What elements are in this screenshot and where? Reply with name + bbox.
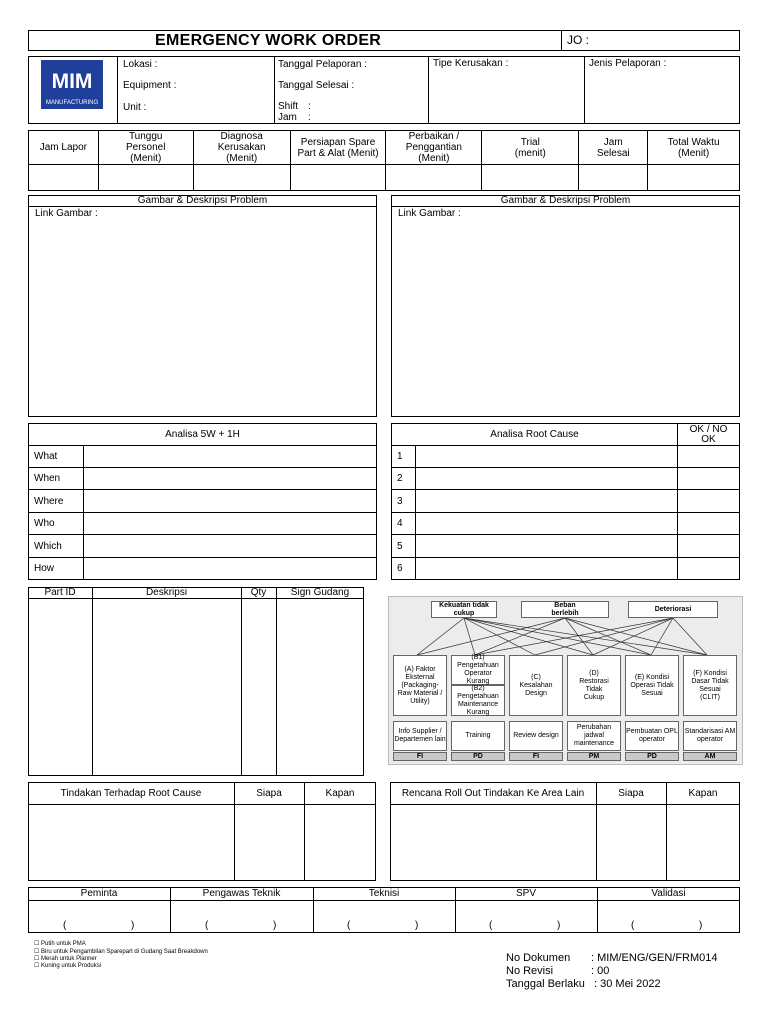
sign-col-spv: SPV [515, 888, 536, 899]
sign-paren-open: ( [631, 920, 635, 931]
time-value-cell[interactable] [29, 165, 99, 191]
time-col-jam-lapor: Jam Lapor [29, 131, 99, 165]
sign-paren-open: ( [205, 920, 209, 931]
gambar-title-right: Gambar & Deskripsi Problem [500, 195, 631, 206]
tanggal-pelaporan-label: Tanggal Pelaporan : [278, 59, 367, 70]
analisa-row-label: Who [29, 513, 84, 535]
diagram-code-5: PD [625, 752, 679, 761]
tindakan-kapan: Kapan [325, 787, 355, 799]
diagram-box-f-text: (F) Kondisi Dasar Tidak Sesuai (CLIT) [691, 669, 729, 701]
diagram-action-1-text: Info Supplier / Departemen lain [394, 728, 446, 743]
ok-value[interactable] [678, 446, 740, 468]
no-revisi-label: No Revisi [506, 965, 554, 977]
logo-subtext: MANUFACTURING [45, 99, 99, 106]
parts-col-part-id: Part ID [44, 587, 76, 598]
tanggal-berlaku-value: : 30 Mei 2022 [594, 978, 661, 990]
link-gambar-right[interactable]: Link Gambar : [398, 208, 461, 219]
root-cause-number: 4 [392, 513, 416, 535]
root-cause-title: Analisa Root Cause [392, 424, 678, 446]
root-cause-table [391, 423, 740, 580]
unit-label: Unit : [123, 102, 147, 113]
time-col-persiapan: Persiapan Spare Part & Alat (Menit) [290, 131, 386, 165]
time-col-jam-selesai: Jam Selesai [579, 131, 648, 165]
analisa-row-value[interactable] [84, 446, 377, 468]
rencana-title: Rencana Roll Out Tindakan Ke Area Lain [401, 787, 585, 799]
sign-col-pengawas: Pengawas Teknik [202, 888, 281, 899]
root-cause-value[interactable] [416, 446, 678, 468]
tindakan-siapa: Siapa [256, 787, 282, 799]
root-cause-value[interactable] [416, 468, 678, 490]
sign-paren-close: ) [273, 920, 277, 931]
jo-label: JO : [567, 33, 590, 47]
shift-colon: : [308, 101, 311, 112]
tindakan-title: Tindakan Terhadap Root Cause [60, 787, 202, 799]
diagram-box-b1-text: (B1) Pengetahuan Operator Kurang [457, 654, 499, 685]
analisa-row-value[interactable] [84, 490, 377, 513]
parts-col-deskripsi: Deskripsi [145, 587, 188, 598]
jenis-pelaporan-label: Jenis Pelaporan : [589, 58, 667, 69]
gambar-panel-right [391, 195, 740, 417]
link-gambar-left[interactable]: Link Gambar : [35, 208, 98, 219]
diagram-box-b2-text: (B2) Pengetahuan Maintenance Kurang [457, 684, 499, 716]
root-cause-diagram [388, 596, 743, 765]
diagram-top-kekuatan-text: Kekuatan tidak cukup [439, 601, 489, 617]
footer-notes [34, 941, 294, 977]
root-cause-number: 2 [392, 468, 416, 490]
time-value-cell[interactable] [482, 165, 579, 191]
analisa-5w-title: Analisa 5W + 1H [29, 424, 377, 446]
time-col-total: Total Waktu (Menit) [648, 131, 740, 165]
rencana-siapa: Siapa [618, 787, 644, 799]
form-title: EMERGENCY WORK ORDER [155, 32, 382, 49]
time-col-perbaikan: Perbaikan / Penggantian (Menit) [386, 131, 482, 165]
analisa-row-value[interactable] [84, 513, 377, 535]
time-value-cell[interactable] [98, 165, 193, 191]
diagram-code-1: FI [393, 752, 447, 761]
root-cause-number: 5 [392, 535, 416, 558]
ok-value[interactable] [678, 468, 740, 490]
gambar-title-left: Gambar & Deskripsi Problem [137, 195, 268, 206]
diagram-top-deteriorasi-text: Deteriorasi [654, 605, 692, 613]
company-logo [41, 60, 103, 109]
footer-note-2: ☐ Biru untuk Pengambilan Sparepart di Gudang Saat Breakdown [34, 949, 208, 955]
ok-value[interactable] [678, 558, 740, 580]
sign-col-peminta: Peminta [80, 888, 118, 899]
diagram-code-4: PM [567, 752, 621, 761]
diagram-action-6-text: Standarisasi AM operator [684, 728, 736, 743]
tanggal-selesai-label: Tanggal Selesai : [278, 80, 355, 91]
analisa-5w-table [28, 423, 377, 580]
time-col-tunggu: Tunggu Personel (Menit) [98, 131, 193, 165]
diagram-box-c-text: (C) Kesalahan Design [519, 673, 553, 697]
ok-value[interactable] [678, 535, 740, 558]
diagram-code-2: PD [451, 752, 505, 761]
root-cause-value[interactable] [416, 535, 678, 558]
parts-col-qty: Qty [250, 587, 267, 598]
diagram-code-3: FI [509, 752, 563, 761]
root-cause-number: 6 [392, 558, 416, 580]
time-table [28, 130, 740, 191]
time-value-cell[interactable] [386, 165, 482, 191]
analisa-row-label: Which [29, 535, 84, 558]
diagram-box-d-text: (D) Restorasi Tidak Cukup [579, 669, 609, 701]
ok-value[interactable] [678, 513, 740, 535]
time-value-cell[interactable] [579, 165, 648, 191]
analisa-row-label: When [29, 468, 84, 490]
sign-paren-open: ( [347, 920, 351, 931]
time-value-cell[interactable] [648, 165, 740, 191]
diagram-code-6: AM [683, 752, 737, 761]
analisa-row-label: How [29, 558, 84, 580]
sign-paren-open: ( [63, 920, 67, 931]
time-col-diagnosa: Diagnosa Kerusakan (Menit) [193, 131, 290, 165]
parts-col-sign-gudang: Sign Gudang [290, 587, 350, 598]
equipment-label: Equipment : [123, 80, 177, 91]
jam-colon: : [308, 112, 311, 123]
diagram-top-beban-text: Beban berlebih [551, 601, 579, 617]
sign-col-validasi: Validasi [651, 888, 686, 899]
tipe-kerusakan-label: Tipe Kerusakan : [433, 58, 509, 69]
diagram-box-e-text: (E) Kondisi Operasi Tidak Sesuai [630, 673, 674, 697]
no-revisi-value: : 00 [591, 965, 610, 977]
diagram-action-4-text: Perubahan jadwal maintenance [573, 724, 615, 747]
footer-note-4: ☐ Kuning untuk Produksi [34, 963, 102, 969]
analisa-row-label: What [29, 446, 84, 468]
no-dokumen-label: No Dokumen [506, 952, 571, 964]
ok-value[interactable] [678, 490, 740, 513]
parts-table [28, 587, 364, 776]
analisa-row-value[interactable] [84, 558, 377, 580]
tanggal-berlaku-label: Tanggal Berlaku [506, 978, 585, 990]
shift-label: Shift [278, 101, 299, 112]
root-cause-number: 3 [392, 490, 416, 513]
lokasi-label: Lokasi : [123, 59, 158, 70]
diagram-action-5-text: Pembuatan OPL operator [626, 728, 678, 743]
time-value-cell[interactable] [290, 165, 386, 191]
root-cause-number: 1 [392, 446, 416, 468]
no-dokumen-value: : MIM/ENG/GEN/FRM014 [591, 952, 718, 964]
logo-text: MIM [51, 70, 93, 93]
root-cause-value[interactable] [416, 558, 678, 580]
rencana-kapan: Kapan [688, 787, 718, 799]
sign-paren-close: ) [415, 920, 419, 931]
diagram-box-a-text: (A) Faktor Eksternal (Packaging- Raw Material / Utility) [397, 665, 443, 705]
time-col-trial: Trial (menit) [482, 131, 579, 165]
root-cause-value[interactable] [416, 513, 678, 535]
diagram-action-3-text: Review design [513, 732, 559, 739]
sign-paren-close: ) [699, 920, 703, 931]
analisa-row-label: Where [29, 490, 84, 513]
footer-note-1: ☐ Putih untuk PMA [34, 941, 86, 947]
sign-paren-close: ) [557, 920, 561, 931]
jam-label: Jam [278, 112, 297, 123]
footer-note-3: ☐ Merah untuk Planner [34, 956, 97, 962]
analisa-row-value[interactable] [84, 535, 377, 558]
sign-paren-close: ) [131, 920, 135, 931]
time-value-cell[interactable] [193, 165, 290, 191]
ok-no-ok-label: OK / NO OK [678, 424, 740, 446]
diagram-action-2-text: Training [465, 732, 491, 739]
root-cause-value[interactable] [416, 490, 678, 513]
gambar-panel-left [28, 195, 377, 417]
sign-col-teknisi: Teknisi [368, 888, 400, 899]
title-bar [28, 30, 740, 51]
sign-paren-open: ( [489, 920, 493, 931]
analisa-row-value[interactable] [84, 468, 377, 490]
